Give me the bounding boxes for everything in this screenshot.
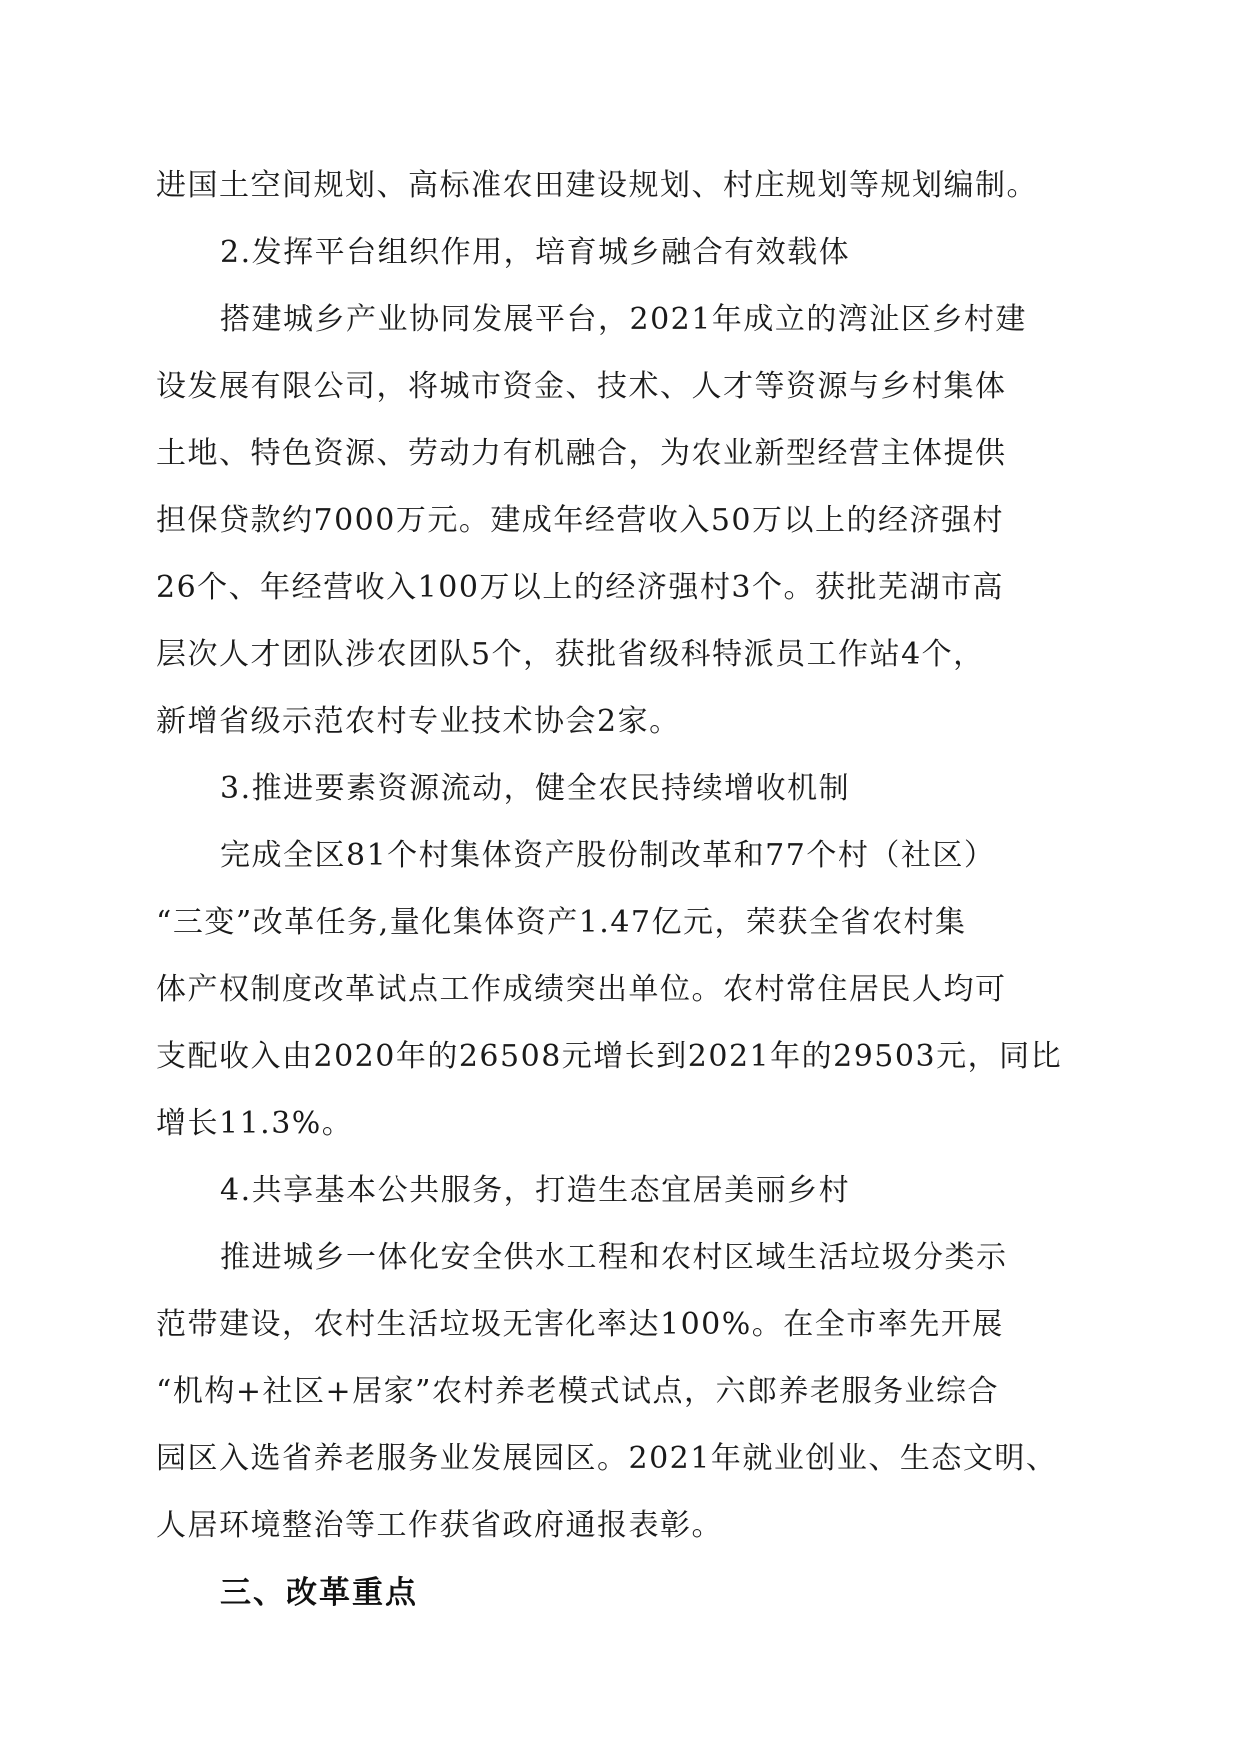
subheading-2 [156, 219, 1086, 286]
text-line: 完成全区81个村集体资产股份制改革和77个村（社区） [220, 838, 996, 873]
text-line: 推进城乡一体化安全供水工程和农村区域生活垃圾分类示 [220, 1240, 1008, 1275]
subheading-3 [156, 755, 1086, 822]
paragraph-services [156, 1224, 1086, 1559]
section-heading [156, 1560, 1086, 1627]
subheading-text: 2.发挥平台组织作用，培育城乡融合有效载体 [220, 235, 851, 270]
text-line: “机构+社区+居家”农村养老模式试点，六郎养老服务业综合 [156, 1374, 999, 1409]
subheading-text: 3.推进要素资源流动，健全农民持续增收机制 [220, 771, 851, 806]
text-line: 新增省级示范农村专业技术协会2家。 [156, 704, 681, 739]
paragraph-resources [156, 822, 1086, 1157]
section-heading-text: 三、改革重点 [220, 1575, 418, 1611]
text-line: 担保贷款约7000万元。建成年经营收入50万以上的经济强村 [156, 503, 1005, 538]
paragraph-continuation [156, 152, 1086, 219]
paragraph-platform [156, 286, 1086, 755]
subheading-4 [156, 1157, 1086, 1224]
text-line: 搭建城乡产业协同发展平台，2021年成立的湾沚区乡村建 [220, 302, 1027, 337]
text-line: 进国土空间规划、高标准农田建设规划、村庄规划等规划编制。 [156, 168, 1038, 203]
text-line: “三变”改革任务,量化集体资产1.47亿元，荣获全省农村集 [156, 905, 967, 940]
text-line: 设发展有限公司，将城市资金、技术、人才等资源与乡村集体 [156, 369, 1007, 404]
text-line: 体产权制度改革试点工作成绩突出单位。农村常住居民人均可 [156, 972, 1007, 1007]
text-line: 园区入选省养老服务业发展园区。2021年就业创业、生态文明、 [156, 1441, 1058, 1476]
text-line: 增长11.3%。 [156, 1106, 354, 1141]
text-line: 26个、年经营收入100万以上的经济强村3个。获批芜湖市高 [156, 570, 1005, 605]
text-line: 范带建设，农村生活垃圾无害化率达100%。在全市率先开展 [156, 1307, 1004, 1342]
subheading-text: 4.共享基本公共服务，打造生态宜居美丽乡村 [220, 1173, 851, 1208]
text-line: 人居环境整治等工作获省政府通报表彰。 [156, 1508, 723, 1543]
text-line: 支配收入由2020年的26508元增长到2021年的29503元，同比 [156, 1039, 1063, 1074]
text-line: 土地、特色资源、劳动力有机融合，为农业新型经营主体提供 [156, 436, 1007, 471]
text-line: 层次人才团队涉农团队5个，获批省级科特派员工作站4个， [156, 637, 985, 672]
